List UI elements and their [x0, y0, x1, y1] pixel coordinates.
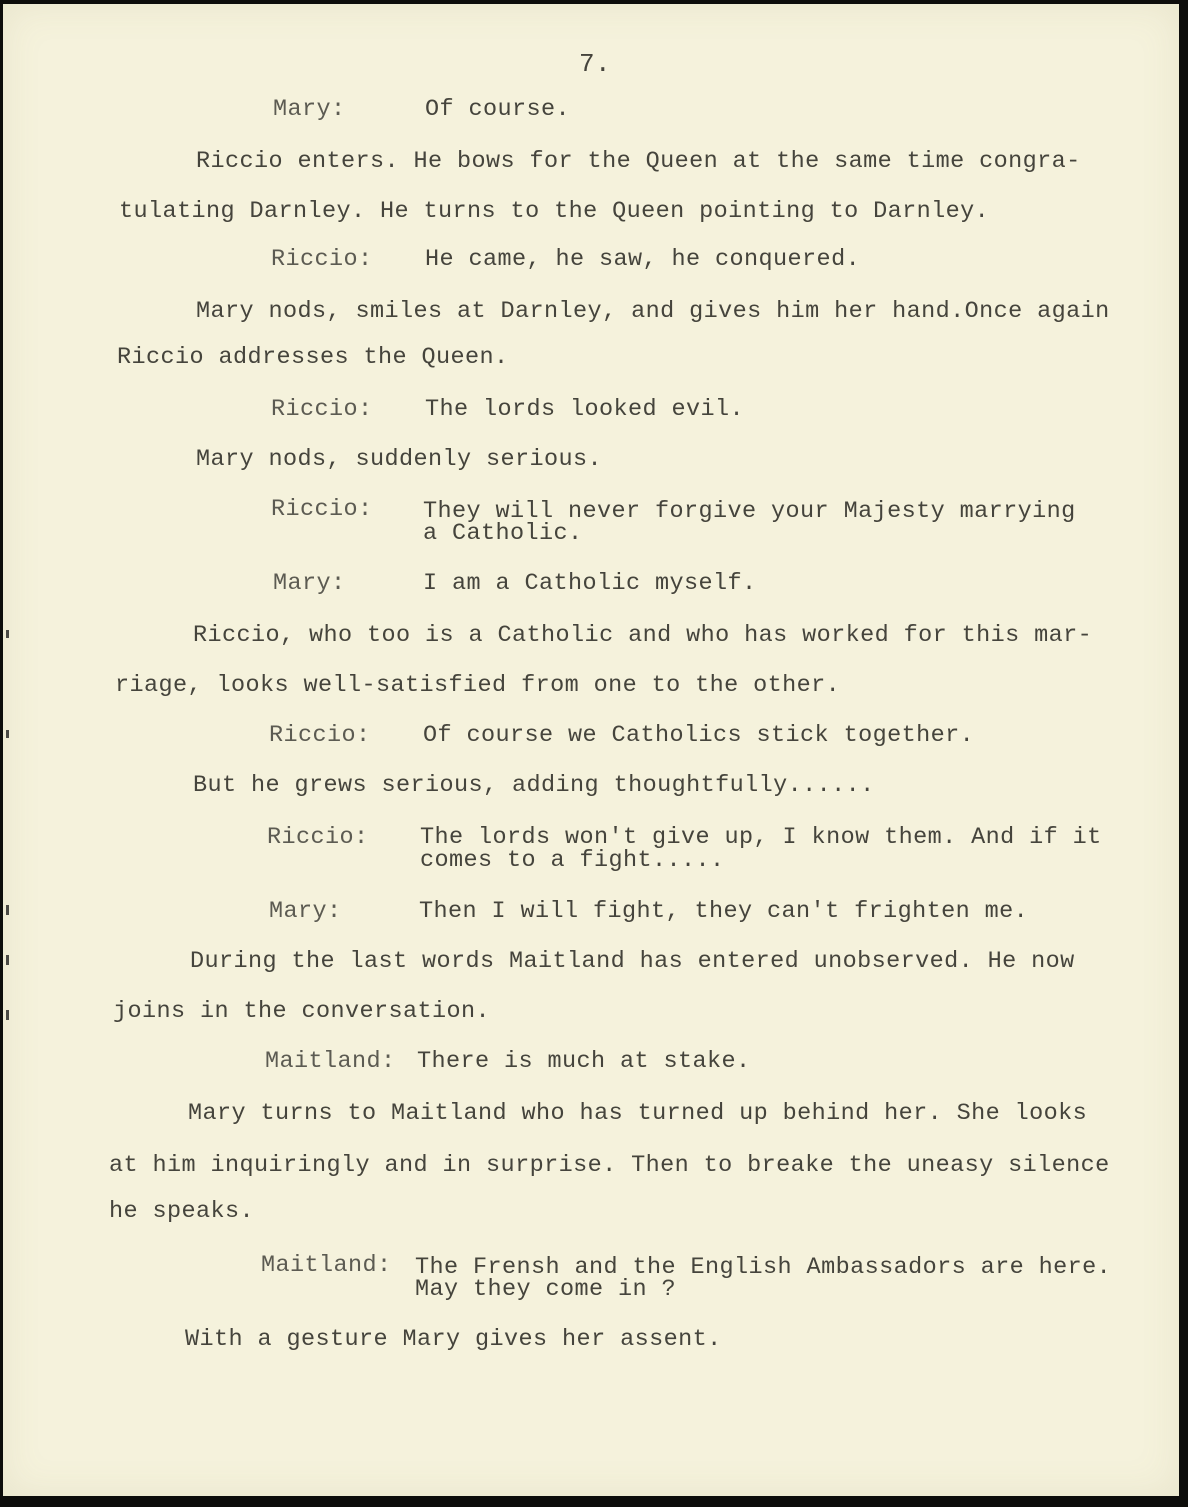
speaker-label: Mary:: [269, 898, 342, 925]
edge-mark: [6, 905, 9, 915]
stage-direction-line: joins in the conversation.: [113, 998, 491, 1025]
stage-direction-line: Riccio enters. He bows for the Queen at the same time congra-: [196, 148, 1081, 175]
speaker-label: Mary:: [273, 570, 346, 597]
speaker-label: Riccio:: [271, 396, 373, 423]
stage-direction-line: he speaks.: [109, 1198, 255, 1225]
speaker-label: Maitland:: [261, 1252, 392, 1279]
dialogue-line: They will never forgive your Majesty marrying: [423, 498, 1076, 525]
stage-direction-line: With a gesture Mary gives her assent.: [185, 1326, 722, 1353]
stage-direction-line: Mary turns to Maitland who has turned up behind her. She looks: [188, 1100, 1088, 1127]
dialogue-line: There is much at stake.: [417, 1048, 751, 1075]
stage-direction-line: But he grews serious, adding thoughtfully......: [193, 772, 875, 799]
stage-direction-line: tulating Darnley. He turns to the Queen pointing to Darnley.: [119, 198, 990, 225]
stage-direction-line: at him inquiringly and in surprise. Then to breake the uneasy silence: [109, 1152, 1110, 1179]
edge-mark: [6, 955, 9, 965]
dialogue-line: The lords won't give up, I know them. And if it: [420, 824, 1102, 851]
dialogue-line: He came, he saw, he conquered.: [425, 246, 861, 273]
dialogue-line: Then I will fight, they can't frighten me.: [419, 898, 1029, 925]
speaker-label: Riccio:: [271, 496, 373, 523]
dialogue-line: The Frensh and the English Ambassadors are here.: [415, 1254, 1112, 1281]
dialogue-line: a Catholic.: [423, 520, 583, 547]
stage-direction-line: Mary nods, smiles at Darnley, and gives him her hand.Once again: [196, 298, 1110, 325]
dialogue-line: I am a Catholic myself.: [423, 570, 757, 597]
typescript-page: [3, 4, 1179, 1496]
dialogue-line: May they come in ?: [415, 1276, 677, 1303]
stage-direction-line: riage, looks well-satisfied from one to the other.: [115, 672, 841, 699]
page-number: 7.: [579, 49, 612, 79]
stage-direction-line: During the last words Maitland has entered unobserved. He now: [190, 948, 1075, 975]
stage-direction-line: Mary nods, suddenly serious.: [196, 446, 603, 473]
stage-direction-line: Riccio, who too is a Catholic and who has worked for this mar-: [193, 622, 1093, 649]
edge-mark: [6, 730, 9, 738]
speaker-label: Maitland:: [265, 1048, 396, 1075]
speaker-label: Riccio:: [267, 824, 369, 851]
speaker-label: Riccio:: [271, 246, 373, 273]
dialogue-line: The lords looked evil.: [425, 396, 745, 423]
dialogue-line: Of course we Catholics stick together.: [423, 722, 975, 749]
dialogue-line: comes to a fight.....: [420, 847, 725, 874]
dialogue-line: Of course.: [425, 96, 571, 123]
speaker-label: Riccio:: [269, 722, 371, 749]
edge-mark: [6, 1010, 9, 1020]
edge-mark: [6, 630, 9, 638]
speaker-label: Mary:: [273, 96, 346, 123]
stage-direction-line: Riccio addresses the Queen.: [117, 344, 509, 371]
